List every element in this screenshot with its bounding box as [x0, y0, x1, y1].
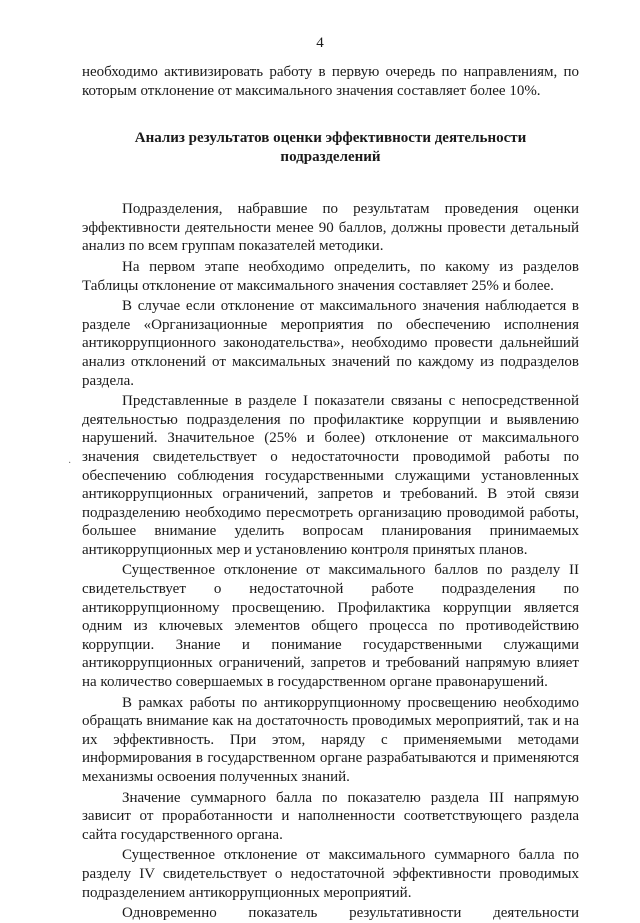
intro-paragraph: необходимо активизировать работу в первую очередь по направлениям, по которым отклонение от максимального значения составляет более 10%.	[82, 64, 579, 99]
paragraph-6: В рамках работы по антикоррупционному просвещению необходимо обращать внимание как на достаточность проводимых мероприятий, так и на их эффективность. При этом, наряду с применяемыми методами информирования в государственном органе разрабатываются и применяются механизмы освоения полученных знаний.	[82, 694, 579, 785]
paragraph-8: Существенное отклонение от максимального суммарного балла по разделу IV свидетельствует о недостаточной эффективности проводимых подразделением антикоррупционных мероприятий.	[82, 847, 579, 901]
section-heading: Анализ результатов оценки эффективности деятельности подразделений	[134, 130, 527, 166]
paragraph-9: Одновременно показатель результативности деятельности	[122, 905, 579, 922]
paragraph-7: Значение суммарного балла по показателю раздела III напрямую зависит от проработанности и наполненности соответствующего раздела сайта государственного органа.	[82, 789, 579, 843]
scan-mark: ·	[68, 458, 72, 469]
paragraph-5: Существенное отклонение от максимального баллов по разделу II свидетельствует о недостаточной работе подразделения по антикоррупционному просвещению. Профилактика коррупции является одним из ключевых элементов общего процесса по противодействию коррупции. Знание и понимание государственными служащими антикоррупционных ограничений, запретов и требований напрямую влияет на количество совершаемых в государственном органе правонарушений.	[82, 562, 579, 691]
page-number: 4	[316, 35, 324, 51]
paragraph-2: На первом этапе необходимо определить, по какому из разделов Таблицы отклонение от максимального значения составляет 25% и более.	[82, 258, 579, 294]
paragraph-4: Представленные в разделе I показатели связаны с непосредственной деятельностью подразделения по профилактике коррупции и выявлению нарушений. Значительное (25% и более) отклонение от максимального значения свидетельствует о недостаточности проводимой работы по обеспечению соблюдения государственными служащими установленных антикоррупционных ограничений, запретов и требований. В этой связи подразделению необходимо пересмотреть организацию проводимой работы, большее внимание уделить вопросам планирования принимаемых антикоррупционных мер и установлению контроля принятых планов.	[82, 393, 579, 558]
paragraph-1: Подразделения, набравшие по результатам проведения оценки эффективности деятельности менее 90 баллов, должны провести детальный анализ по всем группам показателей методики.	[82, 201, 579, 255]
paragraph-3: В случае если отклонение от максимального значения наблюдается в разделе «Организационные мероприятия по обеспечению исполнения антикоррупционного законодательства», необходимо провести дальнейший анализ отклонений от максимальных значений по каждому из подразделов раздела.	[82, 298, 579, 389]
document-body	[82, 63, 579, 923]
